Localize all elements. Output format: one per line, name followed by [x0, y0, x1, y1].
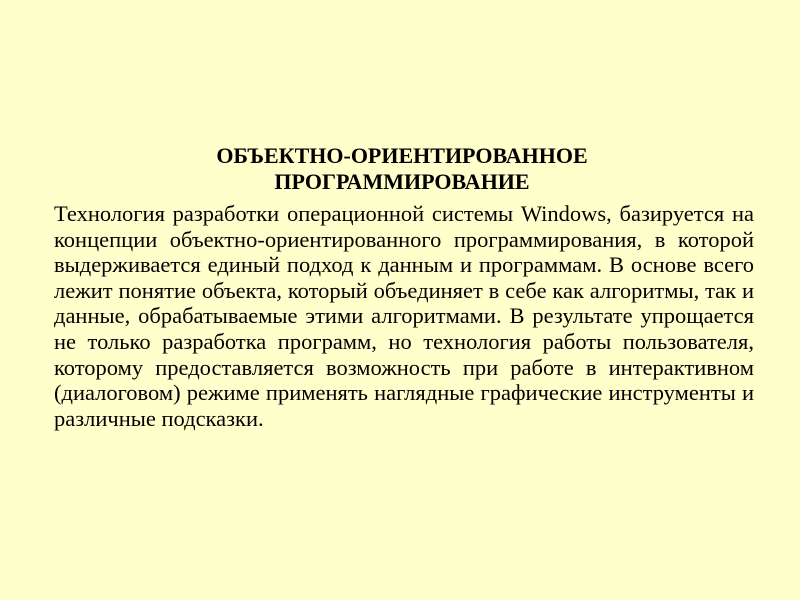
slide-title-line-1: ОБЪЕКТНО-ОРИЕНТИРОВАННОЕ [216, 143, 588, 168]
slide-body-paragraph: Технология разработки операционной системы Windows, базируется на концепции объектно-ориентированного программирования, в которой выдерживается единый подход к данным и программам. В основе всего лежит понятие объекта, который объединяет в себе как алгоритмы, так и данные, обрабатываемые этими алгоритмами. В результате упрощается не только разработка программ, но технология работы пользователя, которому предоставляется возможность при работе в интерактивном (диалоговом) режиме применять наглядные графические инструменты и различные подсказки. [54, 201, 754, 431]
slide-title [100, 143, 704, 195]
slide-title-line-2: ПРОГРАММИРОВАНИЕ [274, 169, 530, 194]
